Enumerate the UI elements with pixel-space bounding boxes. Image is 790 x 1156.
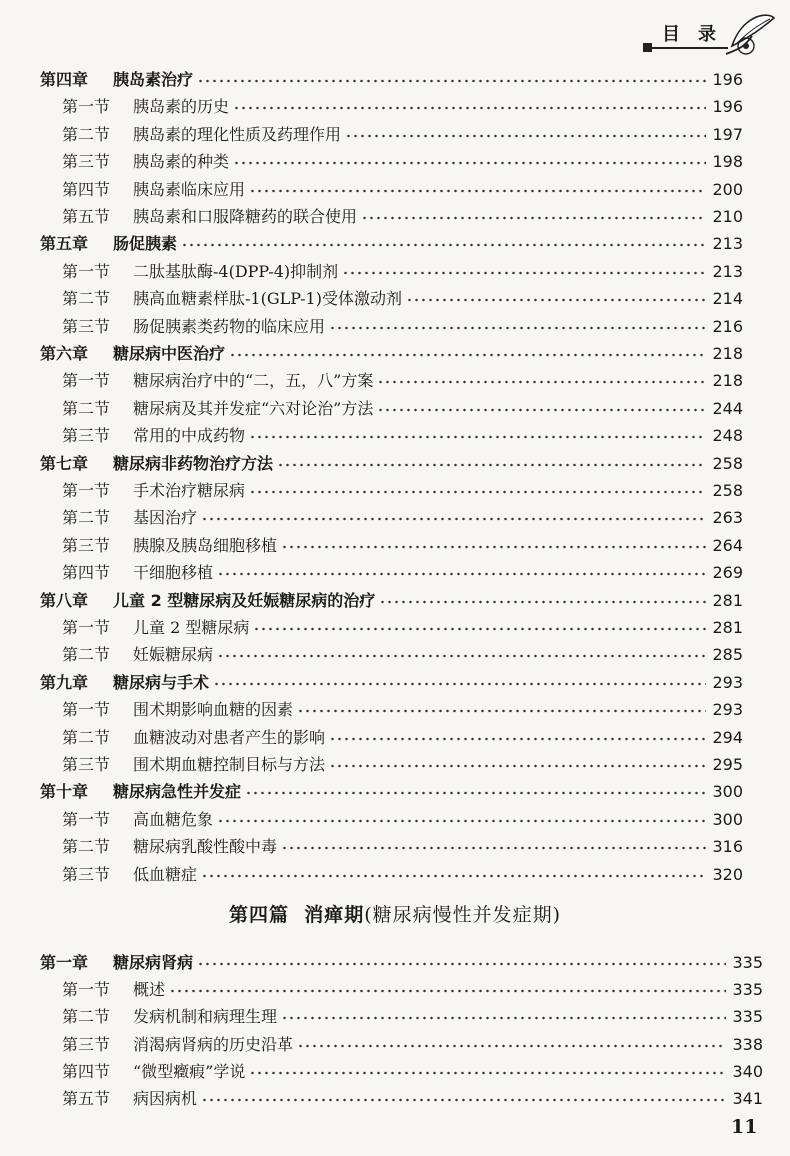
toc-entry-title: 胰岛素治疗 <box>113 70 194 89</box>
toc-leader-dots <box>249 435 706 439</box>
toc-entry-number: 第四节 <box>62 1061 111 1081</box>
toc-entry-page: 300 <box>712 809 743 829</box>
toc-leader-dots <box>377 380 706 384</box>
toc-entry-title: 发病机制和病理生理 <box>133 1007 278 1027</box>
toc-leader-dots <box>281 846 706 850</box>
toc-section-row <box>0 204 790 230</box>
toc-section-row <box>0 752 790 778</box>
toc-entry-title: 儿童 2 型糖尿病 <box>133 618 250 637</box>
toc-leader-dots <box>297 709 706 713</box>
toc-section-row <box>0 560 790 586</box>
toc-entry-page: 263 <box>712 508 743 528</box>
toc-entry-number: 第一节 <box>62 700 111 720</box>
toc-section-row <box>0 1059 790 1085</box>
toc-leader-dots <box>361 216 706 220</box>
toc-entry-number: 第三节 <box>62 535 111 555</box>
toc-entry-page: 285 <box>712 645 743 665</box>
toc-leader-dots <box>253 627 706 631</box>
toc-entry-number: 第一节 <box>62 371 111 391</box>
toc-leader-dots <box>217 654 706 658</box>
toc-entry-page: 335 <box>732 980 763 1000</box>
toc-entry-page: 281 <box>712 618 743 637</box>
leaf-ornament-icon <box>722 6 778 60</box>
toc-entry-number: 第二节 <box>62 645 111 665</box>
toc-entry-title: 糖尿病非药物治疗方法 <box>113 453 274 473</box>
toc-entry-title: 肠促胰素 <box>113 234 178 254</box>
toc-entry-number: 第二节 <box>62 124 111 144</box>
toc-entry-page: 295 <box>712 755 743 774</box>
toc-entry-page: 218 <box>712 344 743 363</box>
toc-leader-dots <box>281 545 706 549</box>
toc-entry-title: 胰岛素和口服降糖药的联合使用 <box>133 207 358 226</box>
toc-entry-page: 320 <box>712 864 743 884</box>
toc-leader-dots <box>249 189 706 193</box>
toc-entry-page: 293 <box>712 700 743 720</box>
toc-entry-page: 294 <box>712 727 743 747</box>
toc-entry-number: 第五节 <box>62 207 111 226</box>
toc-leader-dots <box>217 572 706 576</box>
toc-entry-page: 281 <box>712 590 743 610</box>
toc-entry-number: 第一节 <box>62 481 111 500</box>
toc-entry-title: 病因病机 <box>133 1089 198 1108</box>
toc-section-row <box>0 314 790 340</box>
toc-entry-number: 第一章 <box>40 953 89 972</box>
toc-entry-title: 糖尿病肾病 <box>113 953 194 972</box>
toc-entry-number: 第四章 <box>40 70 89 89</box>
toc-leader-dots <box>197 962 726 966</box>
toc-leader-dots <box>201 1098 726 1102</box>
toc-leader-dots <box>213 682 706 686</box>
toc-leader-dots <box>281 1016 726 1020</box>
toc-entry-title: 基因治疗 <box>133 508 198 528</box>
toc-entry-title: 干细胞移植 <box>133 563 214 583</box>
toc-entry-number: 第二节 <box>62 727 111 747</box>
part-heading <box>0 900 790 927</box>
toc-entry-page: 198 <box>712 152 743 172</box>
toc-entry-number: 第八章 <box>40 590 89 610</box>
toc-entry-title: 概述 <box>133 980 166 1000</box>
toc-entry-page: 213 <box>712 261 743 281</box>
toc-entry-page: 248 <box>712 426 743 446</box>
toc-entry-title: 围术期血糖控制目标与方法 <box>133 755 326 774</box>
toc-entry-page: 210 <box>712 207 743 226</box>
header-title: 目录 <box>662 24 734 45</box>
toc-chapter-row <box>0 341 790 367</box>
toc-section-row <box>0 423 790 449</box>
toc-section-row <box>0 697 790 723</box>
toc-entry-title: 糖尿病急性并发症 <box>113 782 242 802</box>
toc-entry-title: “微型癥瘕”学说 <box>133 1061 246 1081</box>
toc-entry-number: 第一节 <box>62 809 111 829</box>
toc-leader-dots <box>233 161 706 165</box>
toc-leader-dots <box>169 989 726 993</box>
toc-leader-dots <box>345 134 706 138</box>
toc-entry-page: 335 <box>732 1007 763 1027</box>
toc-section-row <box>0 478 790 504</box>
toc-leader-dots <box>217 819 706 823</box>
toc-entry-page: 269 <box>712 563 743 583</box>
toc-section-row <box>0 1032 790 1058</box>
toc-entry-page: 341 <box>732 1089 763 1108</box>
toc-section-row <box>0 396 790 422</box>
toc-section-row <box>0 977 790 1003</box>
toc-section-row <box>0 1004 790 1030</box>
toc-entry-page: 258 <box>712 453 743 473</box>
toc-entry-title: 围术期影响血糖的因素 <box>133 700 294 720</box>
toc-leader-dots <box>406 298 706 302</box>
toc-entry-page: 340 <box>732 1061 763 1081</box>
toc-entry-title: 儿童 2 型糖尿病及妊娠糖尿病的治疗 <box>113 590 376 610</box>
toc-entry-number: 第二节 <box>62 837 111 857</box>
toc-entry-title: 妊娠糖尿病 <box>133 645 214 665</box>
toc-entry-page: 218 <box>712 371 743 391</box>
toc-entry-title: 胰岛素的种类 <box>133 152 230 172</box>
toc-entry-page: 300 <box>712 782 743 802</box>
toc-leader-dots <box>379 600 706 604</box>
toc-chapter-row <box>0 779 790 805</box>
toc-entry-number: 第三节 <box>62 426 111 446</box>
toc-entry-page: 200 <box>712 179 743 199</box>
toc-entry-title: 手术治疗糖尿病 <box>133 481 246 500</box>
toc-entry-page: 216 <box>712 316 743 336</box>
toc-entry-title: 消渴病肾病的历史沿革 <box>133 1034 294 1054</box>
toc-entry-title: 胰岛素的理化性质及药理作用 <box>133 124 342 144</box>
toc-entry-page: 197 <box>712 124 743 144</box>
part-label: 第四篇 <box>228 904 289 926</box>
page-number: 11 <box>731 1116 758 1138</box>
toc-entry-number: 第二节 <box>62 508 111 528</box>
toc-chapter-row <box>0 670 790 696</box>
toc-entry-number: 第十章 <box>40 782 89 802</box>
toc-entry-title: 糖尿病及其并发症“六对论治”方法 <box>133 398 374 418</box>
toc-leader-dots <box>329 737 706 741</box>
toc-entry-title: 糖尿病与手术 <box>113 672 210 692</box>
toc-section-row <box>0 533 790 559</box>
toc-chapter-row <box>0 451 790 477</box>
toc-leader-dots <box>249 490 706 494</box>
toc-section-row <box>0 149 790 175</box>
toc-entry-page: 196 <box>712 70 743 89</box>
toc-section-row <box>0 286 790 312</box>
toc-entry-title: 高血糖危象 <box>133 809 214 829</box>
toc-chapter-row <box>0 588 790 614</box>
toc-leader-dots <box>201 874 706 878</box>
toc-entry-page: 258 <box>712 481 743 500</box>
toc-chapter-row <box>0 67 790 93</box>
toc-section-row <box>0 1086 790 1112</box>
toc-entry-number: 第三节 <box>62 152 111 172</box>
toc-entry-number: 第四节 <box>62 179 111 199</box>
toc-section-row <box>0 807 790 833</box>
toc-entry-page: 196 <box>712 97 743 117</box>
toc-entry-number: 第三节 <box>62 755 111 774</box>
toc-leader-dots <box>329 764 706 768</box>
toc-leader-dots <box>329 326 706 330</box>
toc-section-row <box>0 94 790 120</box>
toc-entry-page: 293 <box>712 672 743 692</box>
part-title: 消瘅期 <box>304 904 365 926</box>
toc-section-row <box>0 615 790 641</box>
toc-entry-number: 第三节 <box>62 1034 111 1054</box>
toc-section-row <box>0 642 790 668</box>
toc-entry-title: 胰高血糖素样肽-1(GLP-1)受体激动剂 <box>133 289 402 309</box>
toc-entry-number: 第五章 <box>40 234 89 254</box>
toc-entry-number: 第二节 <box>62 289 111 309</box>
toc-section-row <box>0 177 790 203</box>
toc-leader-dots <box>342 271 706 275</box>
toc-section-row <box>0 259 790 285</box>
toc-section-row <box>0 725 790 751</box>
toc-section-row <box>0 122 790 148</box>
toc-entry-number: 第九章 <box>40 672 89 692</box>
toc-chapter-row <box>0 950 790 976</box>
toc-entry-page: 213 <box>712 234 743 254</box>
toc-entry-number: 第一节 <box>62 97 111 117</box>
part-subtitle: (糖尿病慢性并发症期) <box>364 904 562 926</box>
toc-leader-dots <box>233 106 706 110</box>
toc-entry-page: 316 <box>712 837 743 857</box>
toc-entry-title: 糖尿病治疗中的“二，五，八”方案 <box>133 371 374 391</box>
toc-entry-title: 胰岛素临床应用 <box>133 179 246 199</box>
toc-leader-dots <box>377 408 706 412</box>
toc-leader-dots <box>249 1071 726 1075</box>
toc-entry-title: 肠促胰素类药物的临床应用 <box>133 316 326 336</box>
toc-leader-dots <box>197 79 706 83</box>
toc-leader-dots <box>201 517 706 521</box>
header-rule <box>650 47 728 49</box>
toc-section-row <box>0 834 790 860</box>
toc-entry-title: 低血糖症 <box>133 864 198 884</box>
toc-entry-title: 糖尿病乳酸性酸中毒 <box>133 837 278 857</box>
toc-chapter-row <box>0 231 790 257</box>
toc-entry-number: 第三节 <box>62 864 111 884</box>
toc-entry-number: 第五节 <box>62 1089 111 1108</box>
toc-entry-title: 糖尿病中医治疗 <box>113 344 226 363</box>
toc-section-row <box>0 505 790 531</box>
toc-leader-dots <box>297 1044 726 1048</box>
toc-entry-title: 胰腺及胰岛细胞移植 <box>133 535 278 555</box>
toc-entry-page: 214 <box>712 289 743 309</box>
toc-leader-dots <box>245 791 706 795</box>
toc-entry-number: 第二节 <box>62 398 111 418</box>
toc-section-row <box>0 862 790 888</box>
page-header <box>0 0 790 62</box>
toc-entry-number: 第二节 <box>62 1007 111 1027</box>
toc-entry-number: 第四节 <box>62 563 111 583</box>
toc-entry-number: 第一节 <box>62 618 111 637</box>
toc-entry-page: 335 <box>732 953 763 972</box>
toc-entry-title: 胰岛素的历史 <box>133 97 230 117</box>
toc-entry-number: 第一节 <box>62 261 111 281</box>
toc-leader-dots <box>277 463 706 467</box>
toc-entry-page: 264 <box>712 535 743 555</box>
toc-entry-title: 常用的中成药物 <box>133 426 246 446</box>
toc-leader-dots <box>229 353 706 357</box>
toc-entry-number: 第三节 <box>62 316 111 336</box>
toc-entry-page: 338 <box>732 1034 763 1054</box>
toc-section-row <box>0 368 790 394</box>
toc-entry-title: 二肽基肽酶-4(DPP-4)抑制剂 <box>133 261 339 281</box>
toc-entry-number: 第六章 <box>40 344 89 363</box>
toc-entry-number: 第一节 <box>62 980 111 1000</box>
toc-entry-page: 244 <box>712 398 743 418</box>
toc-entry-title: 血糖波动对患者产生的影响 <box>133 727 326 747</box>
toc-entry-number: 第七章 <box>40 453 89 473</box>
toc-leader-dots <box>181 243 706 247</box>
